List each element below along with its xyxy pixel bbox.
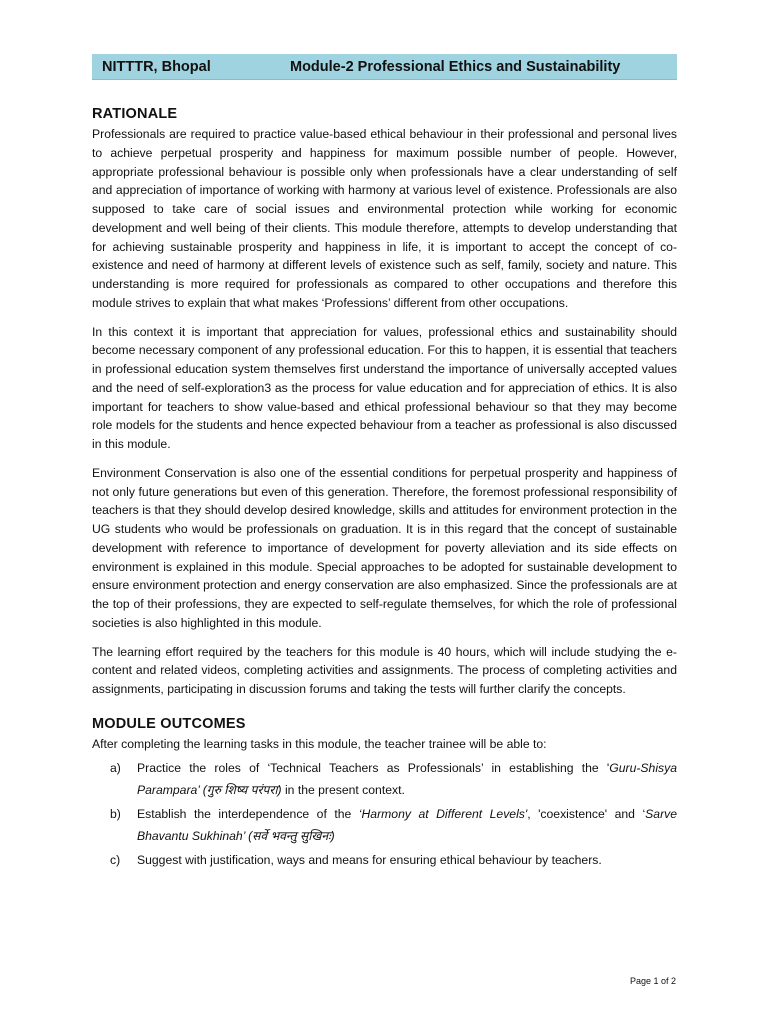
outcome-emphasis: ‘Harmony at Different Levels' — [358, 806, 528, 821]
outcomes-list — [92, 757, 677, 871]
outcome-item-c — [92, 849, 677, 871]
outcome-text: Establish the interdependence of the — [137, 806, 359, 821]
outcome-item-a — [92, 757, 677, 801]
outcome-text: in the present context. — [281, 782, 405, 797]
page-number: Page 1 of 2 — [629, 976, 676, 986]
outcomes-heading: MODULE OUTCOMES — [92, 715, 246, 732]
module-title: Module-2 Professional Ethics and Sustainability — [290, 59, 621, 75]
outcome-text: Practice the roles of ‘Technical Teachers as Professionals’ in establishing the ' — [137, 760, 610, 775]
rationale-paragraph-2: In this context it is important that appreciation for values, professional ethics and sustainability should become necessary component of any professional education. For this to happen, it is essential that teachers in professional education system themselves first understand the importance of universally accepted values and the need of self-exploration3 as the process for value education and for appreciation of ethics. It is also important for teachers to show value-based and ethical professional behaviour so that they may become role models for the students and hence expected behaviour from a teacher as professional is also discussed in this module. — [92, 324, 677, 451]
module-header-bar — [92, 54, 677, 80]
outcome-emphasis: Sarve Bhavantu Sukhinah’ (सर्वे भवन्तु सुखिनः) — [137, 806, 677, 843]
outcome-emphasis: Guru-Shisya Parampara’ (गुरु शिष्य परंपरा) — [137, 760, 677, 797]
outcome-text: , 'coexistence' and ‘ — [527, 806, 646, 821]
outcomes-intro: After completing the learning tasks in this module, the teacher trainee will be able to: — [92, 736, 547, 751]
outcome-marker: c) — [110, 852, 121, 867]
document-body — [92, 106, 677, 873]
outcome-text: Suggest with justification, ways and means for ensuring ethical behaviour by teachers. — [137, 852, 602, 867]
rationale-paragraph-1: Professionals are required to practice value-based ethical behaviour in their professional and personal lives to achieve perpetual prosperity and happiness for maximum possible number of people. However, appropriate professional behaviour is possible only when professionals have a clear understanding of self and appreciation of importance of working with harmony at various level of existence. Professionals are also supposed to take care of social issues and environmental protection while working for economic development and well being of their clients. This module therefore, attempts to develop understanding that for achieving sustainable prosperity and happiness in life, it is important to accept the concept of co-existence and need of harmony at different levels of existence such as self, family, society and nature. This understanding is more required for professionals as compared to other occupations and therefore this module strives to explain that what makes ‘Professions’ different from other occupations. — [92, 127, 677, 310]
outcome-marker: a) — [110, 760, 121, 775]
rationale-heading: RATIONALE — [92, 106, 178, 122]
outcome-item-b — [92, 803, 677, 847]
outcome-marker: b) — [110, 806, 121, 821]
rationale-paragraph-4: The learning effort required by the teachers for this module is 40 hours, which will include studying the e-content and related videos, completing activities and assignments. The process of completing activities and assignments, participating in discussion forums and taking the tests will further clarify the concepts. — [92, 644, 677, 696]
institute-name: NITTTR, Bhopal — [102, 59, 211, 75]
rationale-paragraph-3: Environment Conservation is also one of the essential conditions for perpetual prosperity and happiness of not only future generations but even of this generation. Therefore, the foremost professional responsibility of teachers is that they should develop desired knowledge, skills and attitudes for environment protection in the UG students who would be professionals on graduation. It is in this regard that the concept of sustainable development with reference to importance of development for poverty alleviation and its side effects on environment is explained in this module. Special approaches to be adopted for sustainable development to ensure environment protection and energy conservation are also emphasized. Since the professionals are at the top of their professions, they are expected to self-regulate themselves, for which the role of professional societies is also highlighted in this module. — [92, 465, 677, 630]
